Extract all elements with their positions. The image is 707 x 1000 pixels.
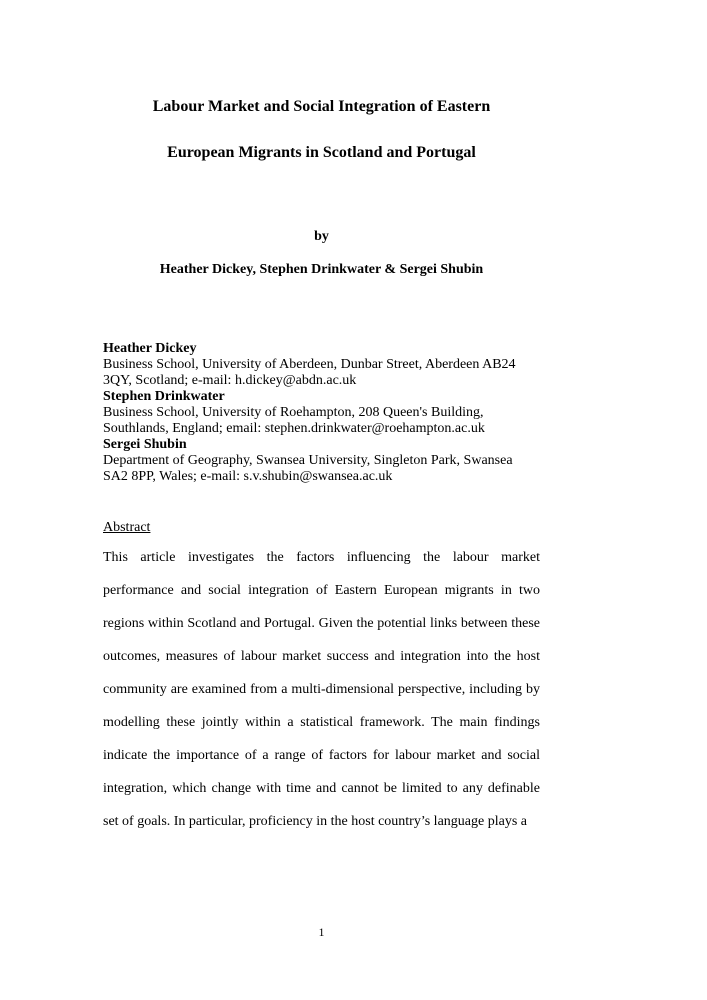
affiliation-author-name: Stephen Drinkwater [103,389,225,404]
byline: by [314,229,329,244]
authors-line: Heather Dickey, Stephen Drinkwater & Sergei Shubin [159,262,484,277]
affiliations-block [103,341,540,485]
affiliation-author-name: Heather Dickey [103,341,197,356]
paper-title-line-1: Labour Market and Social Integration of Eastern [152,98,491,115]
affiliation-details: Business School, University of Aberdeen, Dunbar Street, Aberdeen AB24 3QY, Scotland; e-mail: h.dickey@abdn.ac.uk [103,357,516,388]
abstract-body: This article investigates the factors influencing the labour market performance and social integration of Eastern European migrants in two regions within Scotland and Portugal. Given the potential links between these outcomes, measures of labour market success and integration into the host community are examined from a multi-dimensional perspective, including by modelling these jointly within a statistical framework. The main findings indicate the importance of a range of factors for labour market and social integration, which change with time and cannot be limited to any definable set of goals. In particular, proficiency in the host country’s language plays a [103,550,540,829]
affiliation-details: Business School, University of Roehampton, 208 Queen's Building, Southlands, England; email: stephen.drinkwater@roehampton.ac.uk [103,405,485,436]
paper-title-line-2: European Migrants in Scotland and Portugal [167,144,476,161]
affiliation-entry [103,389,540,437]
affiliation-entry [103,437,540,485]
affiliation-details: Department of Geography, Swansea University, Singleton Park, Swansea SA2 8PP, Wales; e-mail: s.v.shubin@swansea.ac.uk [103,453,513,484]
abstract-heading: Abstract [103,520,151,535]
page-number: 1 [318,925,325,939]
paper-title [103,96,540,164]
affiliation-entry [103,341,540,389]
affiliation-author-name: Sergei Shubin [103,437,187,452]
